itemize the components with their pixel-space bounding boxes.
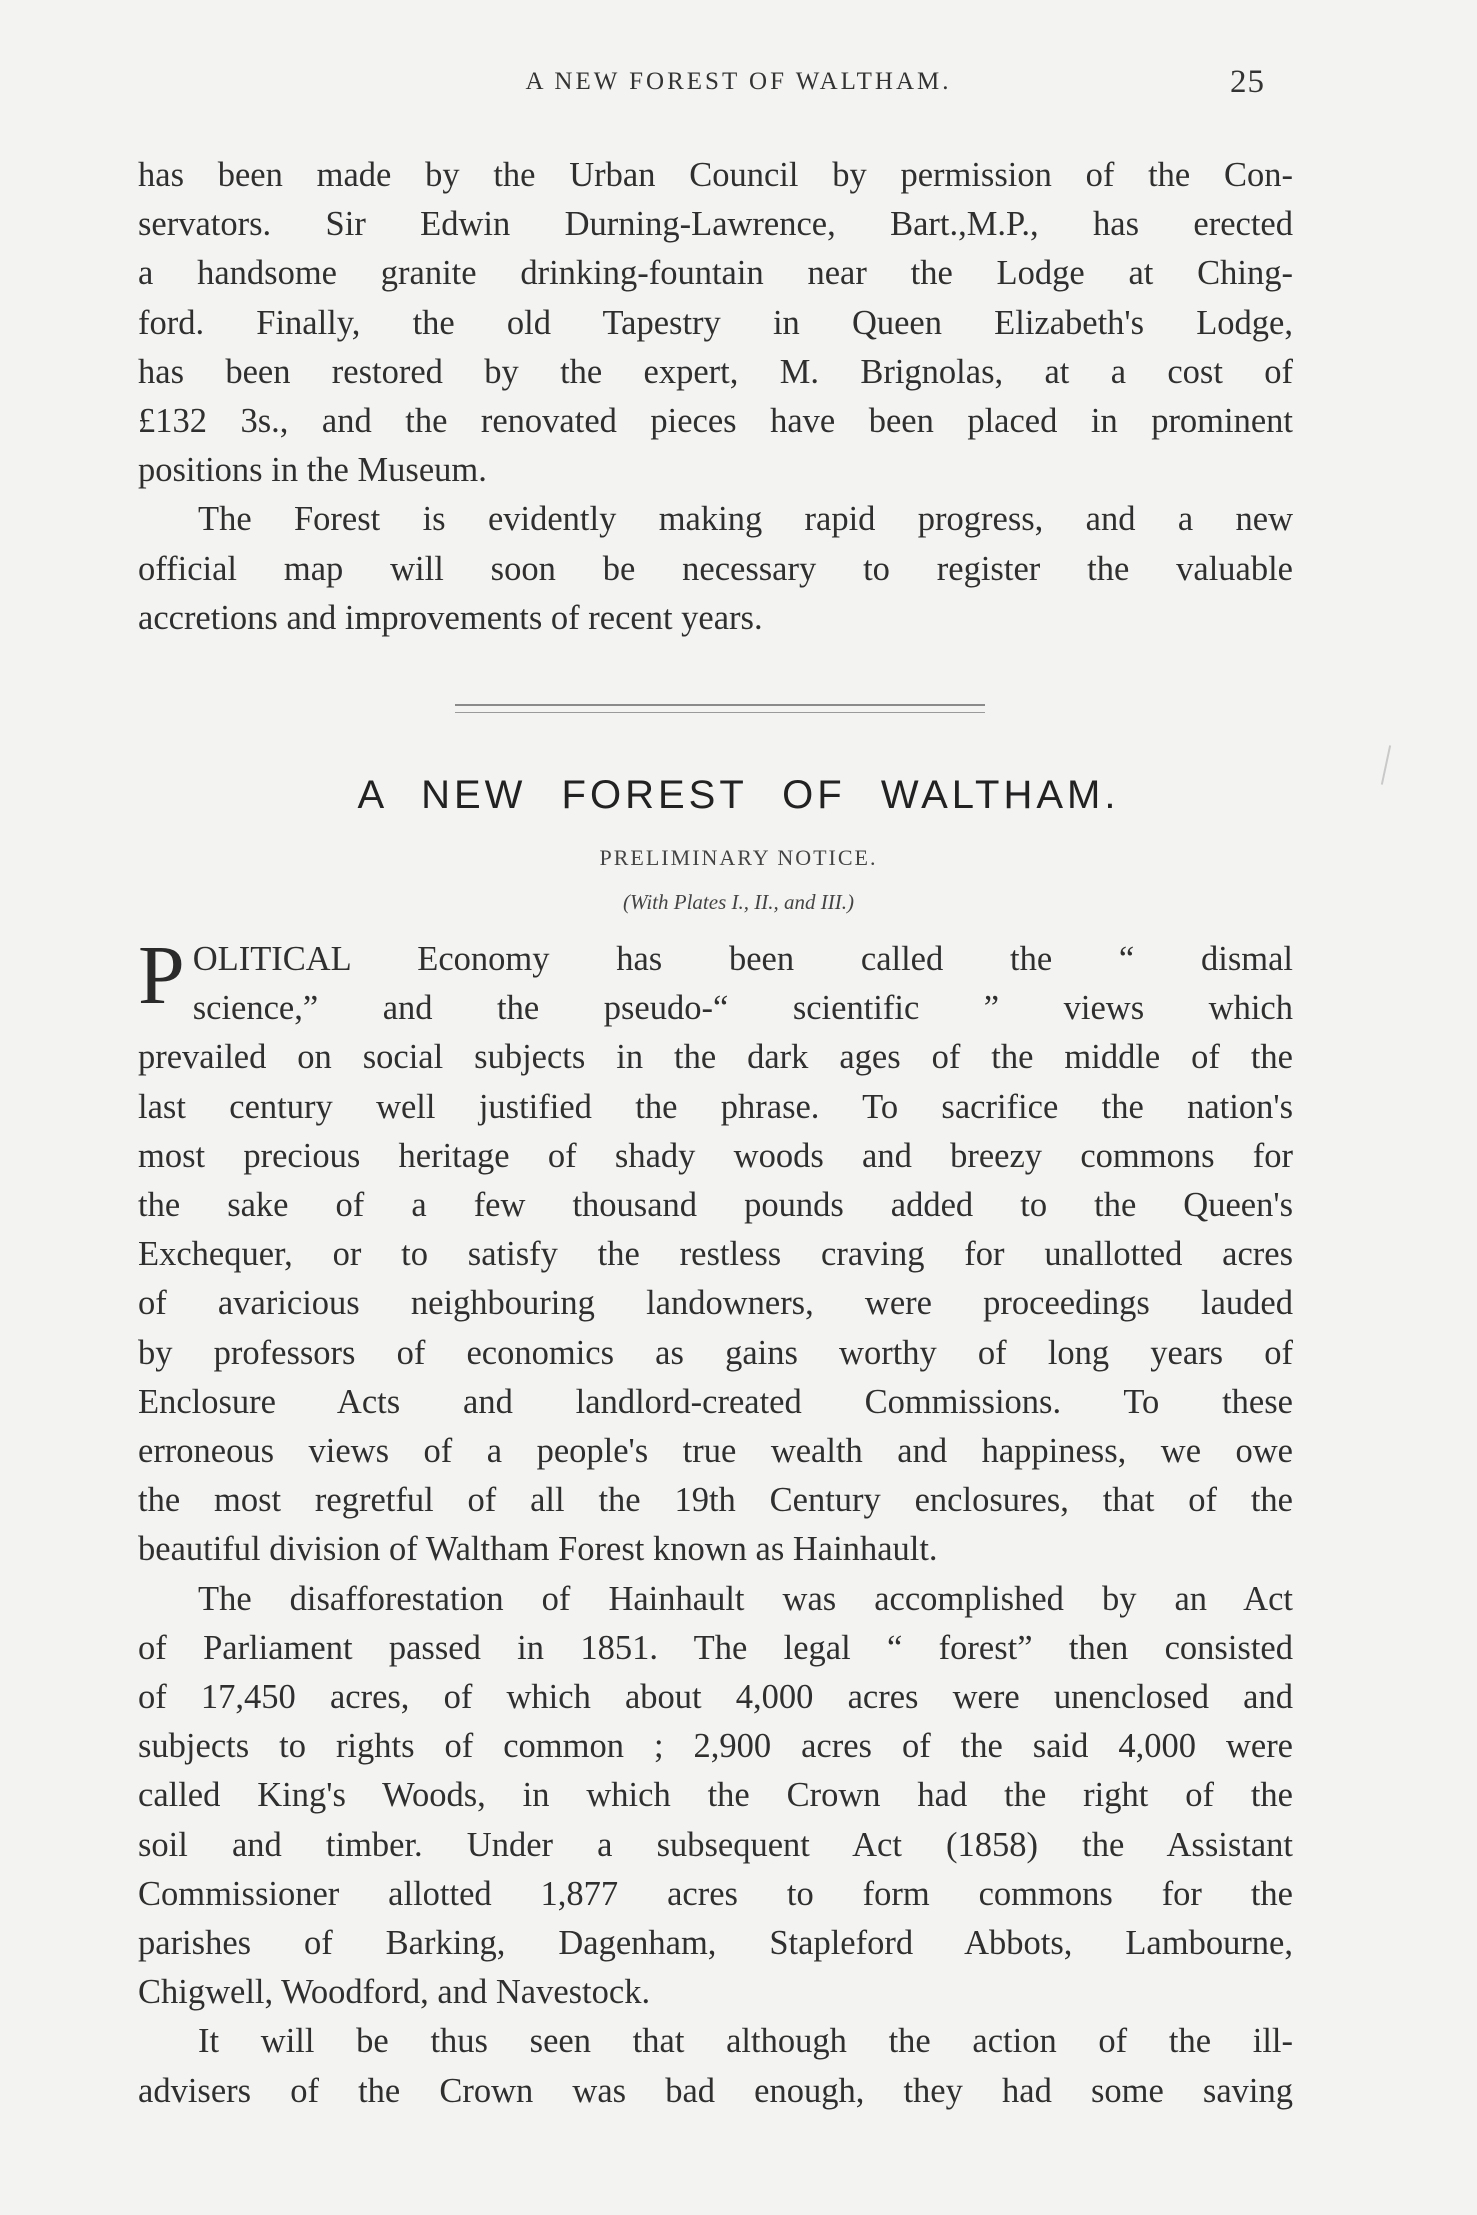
text-line: the sake of a few thousand pounds added to the Queen's <box>138 1186 1293 1225</box>
text-line: positions in the Museum. <box>138 451 487 490</box>
text-line: erroneous views of a people's true wealth and happiness, we owe <box>138 1432 1293 1471</box>
text-line: subjects to rights of common ; 2,900 acres of the said 4,000 were <box>138 1727 1293 1766</box>
text-line: most precious heritage of shady woods and breezy commons for <box>138 1136 1293 1175</box>
plates-note: (With Plates I., II., and III.) <box>623 890 854 914</box>
text-line: of avaricious neighbouring landowners, were proceedings lauded <box>138 1284 1293 1323</box>
text-line: The Forest is evidently making rapid progress, and a new <box>198 500 1293 539</box>
previous-section-text <box>138 151 1293 643</box>
text-line: soil and timber. Under a subsequent Act (1858) the Assistant <box>138 1825 1293 1864</box>
text-line: Exchequer, or to satisfy the restless craving for unallotted acres <box>138 1235 1293 1274</box>
text-line: OLITICAL Economy has been called the “ dismal <box>192 940 1293 978</box>
page-number: 25 <box>1230 64 1265 100</box>
text-line: £132 3s., and the renovated pieces have been placed in prominent <box>138 402 1293 441</box>
article-body <box>138 929 1293 2116</box>
text-line: has been made by the Urban Council by permission of the Con- <box>138 156 1293 194</box>
text-line: The disafforestation of Hainhault was accomplished by an Act <box>198 1579 1293 1618</box>
text-line: of Parliament passed in 1851. The legal “ forest” then consisted <box>138 1628 1293 1667</box>
drop-cap: P <box>138 929 185 1022</box>
text-line: Chigwell, Woodford, and Navestock. <box>138 1973 651 2012</box>
text-line: called King's Woods, in which the Crown had the right of the <box>138 1776 1293 1815</box>
text-line: ford. Finally, the old Tapestry in Queen Elizabeth's Lodge, <box>138 303 1293 342</box>
text-line: parishes of Barking, Dagenham, Stapleford Abbots, Lambourne, <box>138 1924 1293 1963</box>
text-line: official map will soon be necessary to register the valuable <box>138 549 1293 588</box>
text-line: a handsome granite drinking-fountain near the Lodge at Ching- <box>138 254 1293 293</box>
text-line: last century well justified the phrase. To sacrifice the nation's <box>138 1087 1293 1126</box>
text-line: Enclosure Acts and landlord-created Commissions. To these <box>138 1382 1293 1421</box>
text-line: prevailed on social subjects in the dark ages of the middle of the <box>138 1038 1293 1077</box>
section-divider <box>455 704 985 713</box>
article-title: A NEW FOREST OF WALTHAM. <box>357 773 1120 817</box>
text-line: Commissioner allotted 1,877 acres to form commons for the <box>138 1874 1293 1913</box>
article-subtitle: PRELIMINARY NOTICE. <box>599 845 878 870</box>
running-head: A NEW FOREST OF WALTHAM. <box>525 68 952 95</box>
text-line: of 17,450 acres, of which about 4,000 acres were unenclosed and <box>138 1678 1293 1717</box>
text-line: servators. Sir Edwin Durning-Lawrence, Bart.,M.P., has erected <box>138 205 1293 244</box>
text-line: beautiful division of Waltham Forest known as Hainhault. <box>138 1530 938 1569</box>
text-line: by professors of economics as gains worthy of long years of <box>138 1333 1293 1372</box>
text-line: the most regretful of all the 19th Century enclosures, that of the <box>138 1481 1293 1520</box>
text-line: accretions and improvements of recent years. <box>138 598 763 637</box>
text-line: It will be thus seen that although the action of the ill- <box>198 2022 1293 2061</box>
text-line: advisers of the Crown was bad enough, they had some saving <box>138 2071 1293 2110</box>
text-line: science,” and the pseudo-“ scientific ” views which <box>192 989 1293 1028</box>
text-line: has been restored by the expert, M. Brignolas, at a cost of <box>138 352 1293 391</box>
